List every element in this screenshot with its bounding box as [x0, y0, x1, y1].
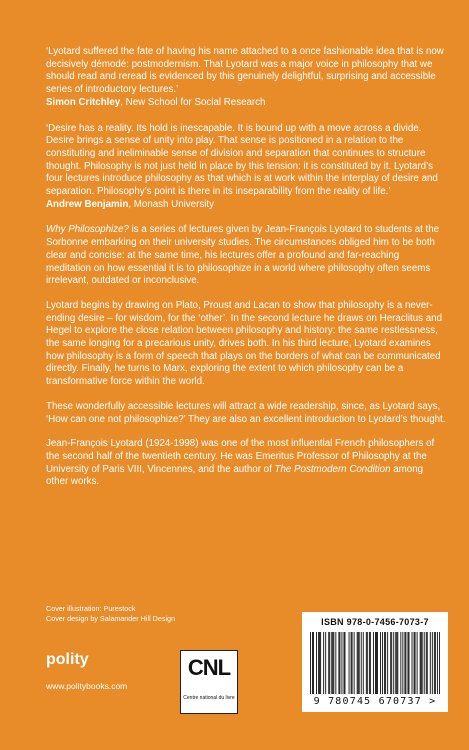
barcode-bar: [412, 632, 413, 694]
barcode-bar: [376, 632, 377, 694]
back-cover-text: [46, 46, 446, 501]
barcode-bar: [349, 632, 350, 694]
barcode-bar: [373, 632, 374, 694]
barcode-bar: [430, 632, 431, 694]
quote-affiliation: , New School for Social Research: [120, 96, 266, 108]
cnl-letters: CNL: [187, 655, 231, 680]
polity-logo: polity: [46, 651, 89, 668]
illustration-credit: Cover illustration: Purestock: [46, 604, 136, 613]
barcode-number: 9 780745 670737 >: [313, 696, 437, 707]
barcode-bar: [377, 632, 378, 694]
barcode-bar: [345, 632, 346, 694]
book-title: The Postmodern Condition: [274, 463, 391, 475]
quote-attribution: [46, 199, 446, 212]
barcode-bar: [427, 632, 428, 694]
quote-author: Andrew Benjamin: [46, 198, 129, 210]
barcode-bar: [393, 632, 394, 694]
barcode-bar: [422, 632, 423, 694]
quote-text: ‘Lyotard suffered the fate of having his name attached to a once fashionable idea that is now decisively démodé: postmodernism. That Lyotard was a major voice in philosophy that we should read and reread is evidenced by this genuinely delightful, surprising and accessible series of introductory lectures.’: [46, 46, 444, 96]
barcode-bar: [397, 632, 398, 694]
quote-critchley: [46, 46, 446, 110]
barcode-bar: [319, 632, 320, 694]
isbn-barcode-box: [302, 612, 448, 712]
cnl-subtitle: Centre national du livre: [183, 695, 235, 701]
barcode-bar: [409, 632, 410, 694]
barcode-bar: [395, 632, 396, 694]
barcode-bar: [417, 632, 418, 694]
barcode-bar: [370, 632, 371, 694]
barcode-bar: [316, 632, 317, 694]
barcode-bar: [354, 632, 355, 694]
barcode-bar: [396, 632, 397, 694]
barcode-bar: [385, 632, 386, 694]
quote-text: ‘Desire has a reality. Its hold is inescapable. It is bound up with a move across a divide. Desire brings a sense of unity into play. That sense is positioned in a relation to the constituting and ineliminable sense of division and separation that continues to structure thought. Philosophy is not just held in place by this tension: it is constituted by it. Lyotard’s four lectures introduce philosophy as that which is at work within the interplay of desire and separation. Philosophy’s point is there in its inseparability from the reality of life.’: [46, 122, 438, 198]
book-title: Why Philosophize?: [46, 224, 129, 236]
description-paragraph-1: Why Philosophize? is a series of lectures given by Jean-François Lyotard to students at the Sorbonne embarking on their university studies. The circumstances obliged him to be both clear and concise: at the same time, his lectures offer a profound and far-reaching meditation on how essential it is to philosophize in a world where philosophy often seems irrelevant, outdated or inconclusive.: [46, 224, 440, 287]
barcode-bar: [424, 632, 425, 694]
barcode-bar: [420, 632, 421, 694]
barcode-bar: [328, 632, 329, 694]
barcode-bar: [329, 632, 330, 694]
barcode-bar: [435, 632, 436, 694]
barcode-bar: [332, 632, 333, 694]
barcode-bar: [351, 632, 352, 694]
barcode-bar: [382, 632, 383, 694]
barcode-bar: [387, 632, 388, 694]
barcode-bar: [325, 632, 326, 694]
description-paragraph-2: Lyotard begins by drawing on Plato, Proust and Lacan to show that philosophy is a never-ending desire – for wisdom, for the ‘other’. In the second lecture he draws on Heraclitus and Hegel to explore the close relation between philosophy and history: the same restlessness, the same longing for a precarious unity, drives both. In his third lecture, Lyotard examines how philosophy is a form of speech that plays on the borders of what can be communicated directly. Finally, he turns to Marx, exploring the extent to which philosophy can be a transformative force within the world.: [46, 299, 442, 388]
barcode-bar: [357, 632, 358, 694]
quote-author: Simon Critchley: [46, 96, 121, 108]
barcode-bar: [359, 632, 360, 694]
barcode-bar: [339, 632, 340, 694]
quote-attribution: [46, 97, 446, 110]
barcode-bar: [402, 632, 403, 694]
barcode-bar: [344, 632, 345, 694]
barcode-bar: [313, 632, 314, 694]
barcode-bar: [404, 632, 405, 694]
barcode-bar: [363, 632, 364, 694]
barcode-bar: [335, 632, 336, 694]
barcode-bar: [341, 632, 342, 694]
barcode-bar: [408, 632, 409, 694]
barcode-bar: [437, 632, 438, 694]
barcode-bar: [323, 632, 324, 694]
quote-affiliation: , Monash University: [128, 198, 214, 210]
barcode-bar: [405, 632, 406, 694]
isbn-label: ISBN 978-0-7456-7073-7: [321, 617, 429, 627]
barcode-bar: [434, 632, 435, 694]
design-credit: Cover design by Salamander Hill Design: [46, 614, 176, 623]
author-bio: Jean-François Lyotard (1924-1998) was one of the most influential French philosophers of the second half of the twentieth century. He was Emeritus Professor of Philosophy at the University of Paris VIII, Vincennes, and the author of The Postmodern Condition among other works.: [46, 438, 435, 488]
barcode-bar: [432, 632, 433, 694]
barcode-bar: [426, 632, 427, 694]
barcode-bar: [375, 632, 376, 694]
barcode-bar: [400, 632, 401, 694]
barcode-bar: [421, 632, 422, 694]
barcode-bar: [331, 632, 332, 694]
description-paragraph-3: These wonderfully accessible lectures will attract a wide readership, since, as Lyotard says, ‘How can one not philosophize?’ They are also an excellent introduction to Lyotard’s thought.: [46, 400, 446, 425]
barcode-bar: [390, 632, 391, 694]
cover-credits: [46, 604, 175, 624]
barcode-bar: [439, 632, 440, 694]
barcode-bar: [369, 632, 370, 694]
barcode-bar: [352, 632, 353, 694]
barcode-bar: [366, 632, 367, 694]
barcode-icon: [310, 632, 440, 696]
barcode-bar: [367, 632, 368, 694]
quote-benjamin: [46, 123, 446, 212]
barcode-bar: [310, 632, 311, 694]
barcode-bar: [361, 632, 362, 694]
barcode-bar: [318, 632, 319, 694]
barcode-bar: [320, 632, 321, 694]
barcode-bar: [338, 632, 339, 694]
publisher-website: www.politybooks.com: [46, 681, 128, 691]
barcode-bar: [415, 632, 416, 694]
barcode-bar: [384, 632, 385, 694]
barcode-bar: [312, 632, 313, 694]
cnl-logo: [180, 650, 238, 714]
barcode-bar: [380, 632, 381, 694]
barcode-bar: [414, 632, 415, 694]
barcode-bar: [333, 632, 334, 694]
barcode-bar: [391, 632, 392, 694]
barcode-bar: [358, 632, 359, 694]
